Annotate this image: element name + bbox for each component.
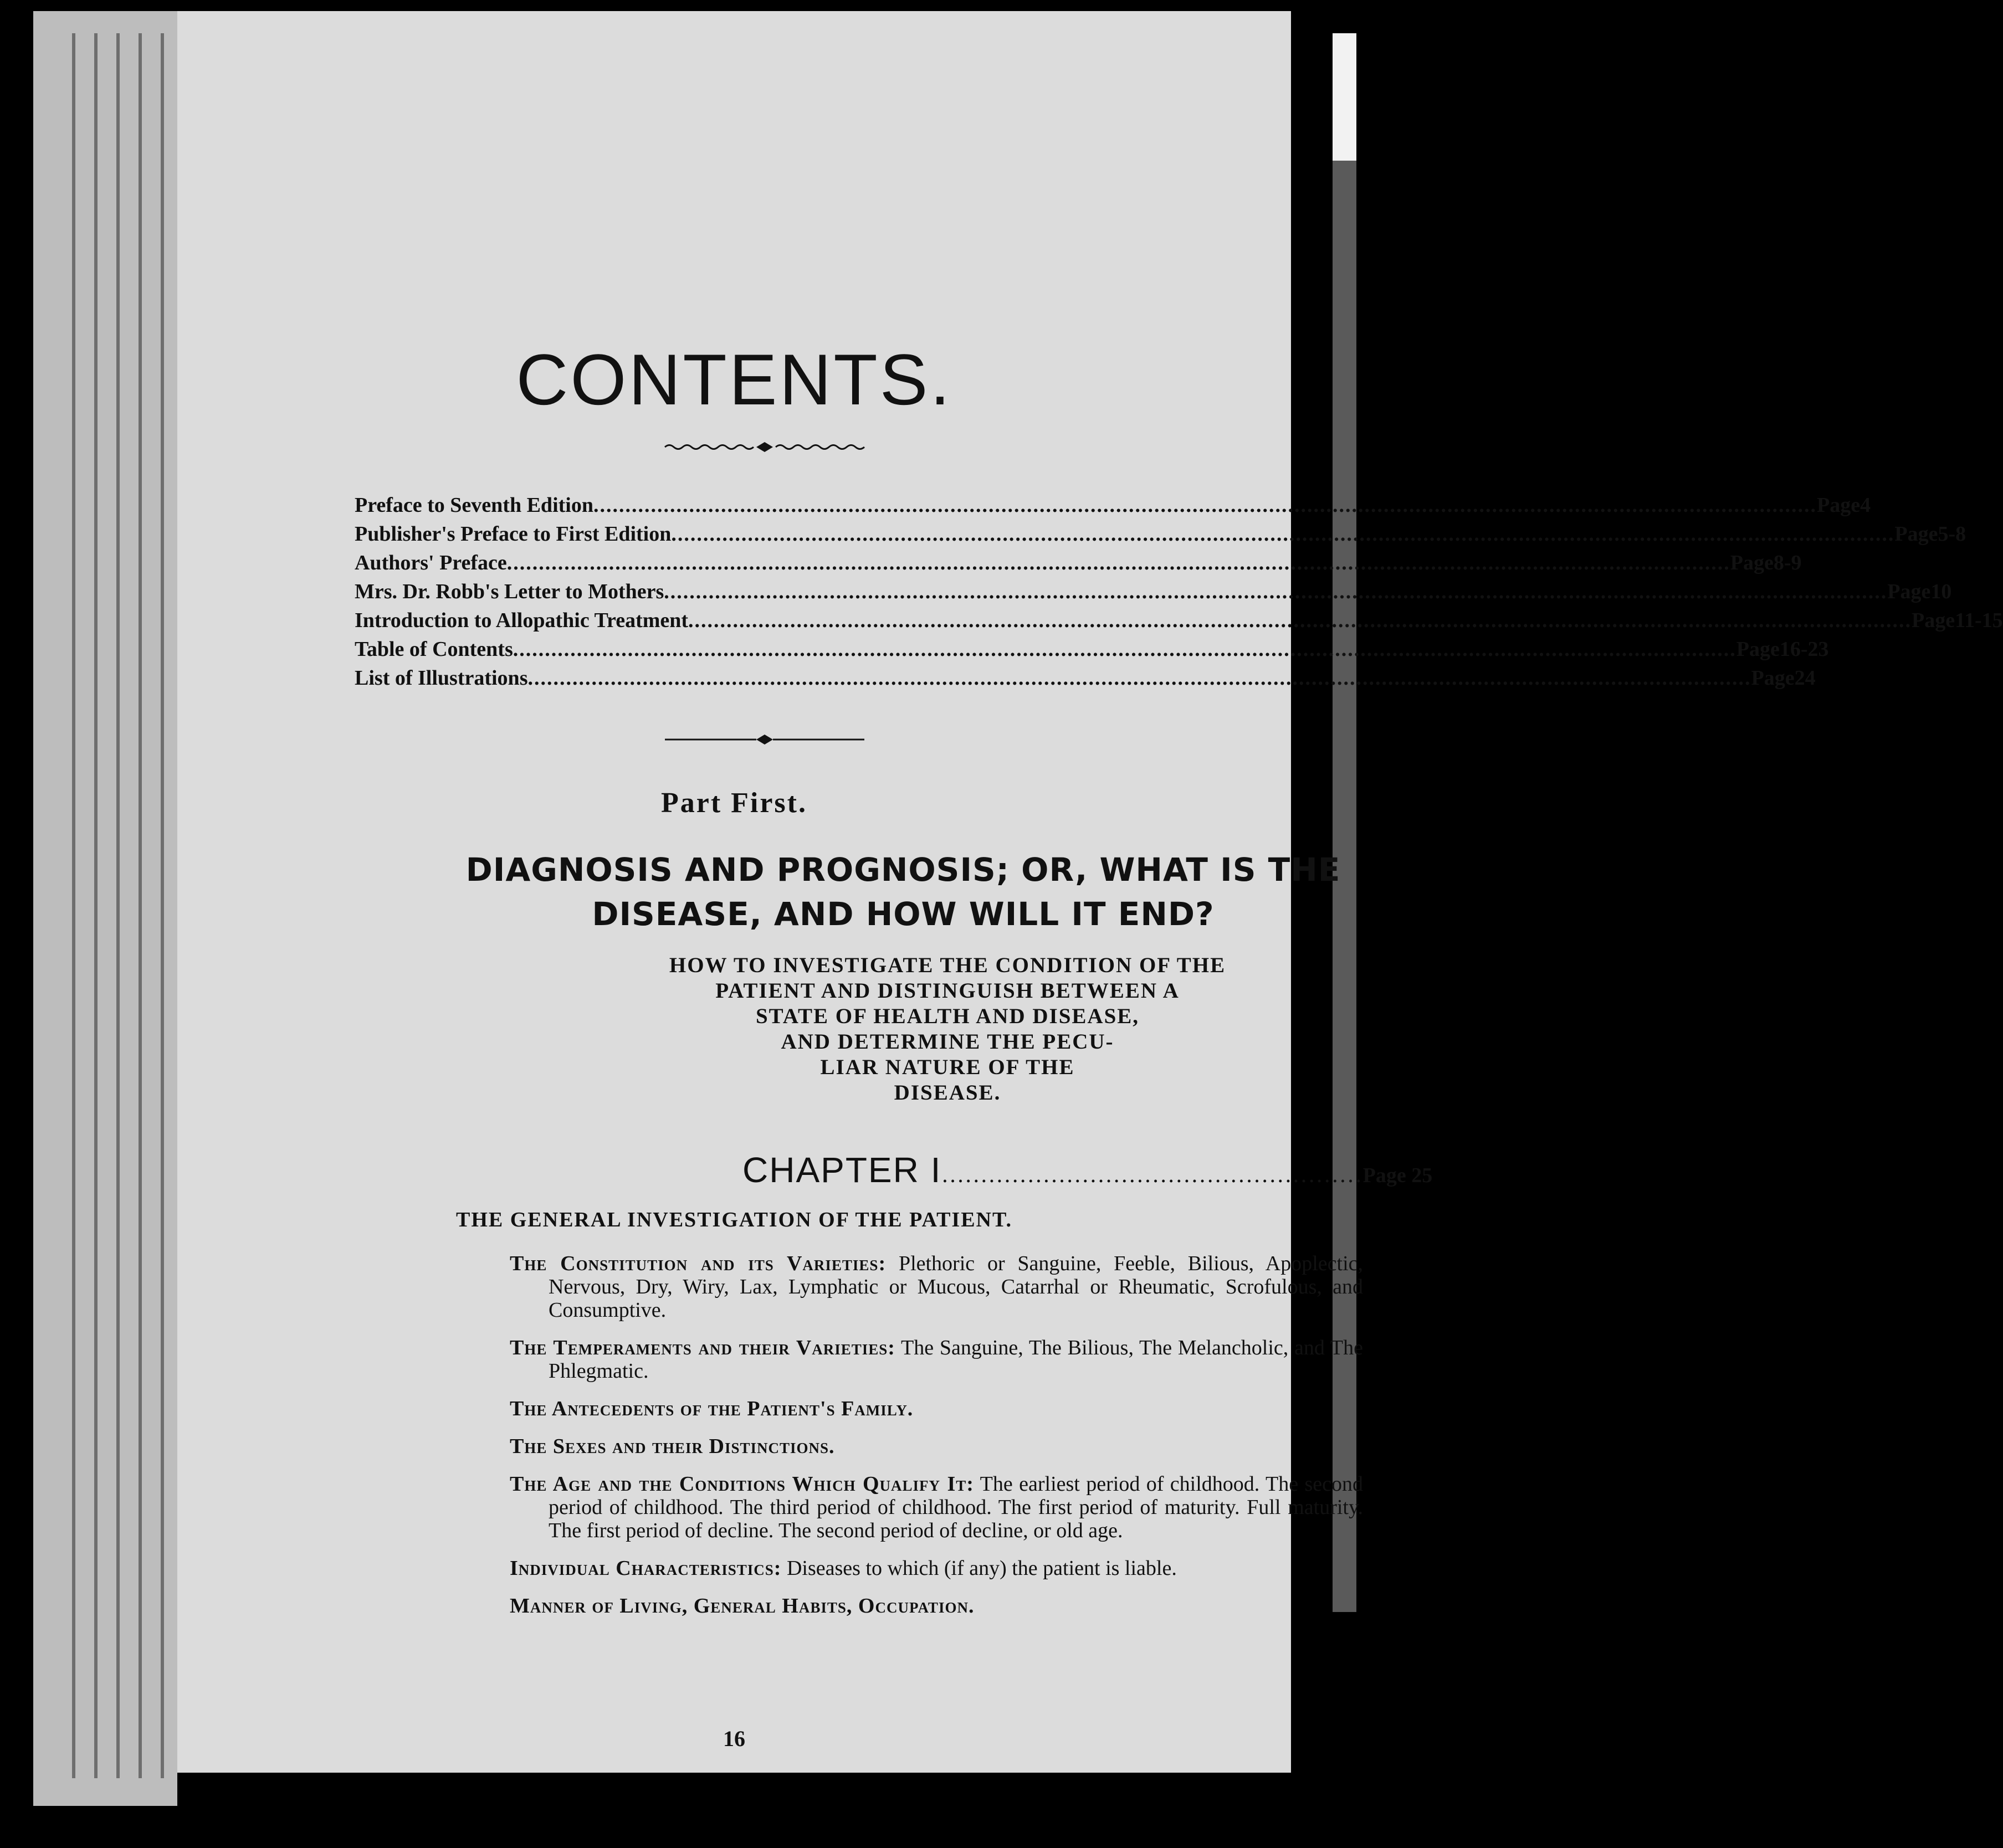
entry-page-number: 16-23: [1779, 638, 1829, 661]
topic-head: The Sexes and their Distinctions.: [510, 1435, 835, 1458]
contents-entry[interactable]: [355, 551, 1802, 579]
leader-dots: [507, 551, 1730, 575]
topic-item: [510, 1397, 1363, 1420]
topic-item: [510, 1557, 1363, 1580]
entry-page-number: 11-15: [1955, 609, 2003, 632]
subtitle-line: HOW TO INVESTIGATE THE CONDITION OF THE: [669, 953, 1226, 977]
topic-head: The Temperaments and their Varieties:: [510, 1336, 895, 1359]
entry-page-label: Page: [1736, 638, 1780, 661]
page-edge-line: [116, 33, 120, 1778]
subtitle-line: STATE OF HEALTH AND DISEASE,: [755, 1004, 1140, 1028]
page-edge-line: [161, 33, 164, 1778]
topic-text: Diseases to which (if any) the patient is liable.: [786, 1557, 1177, 1580]
page-edge-line: [139, 33, 142, 1778]
page-edge-line: [94, 33, 98, 1778]
entry-title: Authors' Preface: [355, 551, 507, 574]
chapter-entry[interactable]: [742, 1149, 1433, 1190]
entry-title: Preface to Seventh Edition: [355, 494, 593, 517]
contents-entry[interactable]: [355, 666, 1816, 695]
subtitle-line: AND DETERMINE THE PECU-: [781, 1030, 1114, 1054]
entry-page-label: Page: [1730, 551, 1774, 574]
topic-head: The Antecedents of the Patient's Family.: [510, 1397, 914, 1420]
part-heading: Part First.: [660, 787, 807, 819]
part-title: [421, 848, 1385, 936]
contents-entry[interactable]: [355, 637, 1829, 666]
topic-head: Individual Characteristics:: [510, 1557, 782, 1580]
entry-page-number: 8-9: [1773, 551, 1802, 574]
subtitle-line: DISEASE.: [894, 1081, 1001, 1105]
leader-dots: [664, 579, 1887, 604]
topic-head: The Age and the Conditions Which Qualify It:: [510, 1472, 974, 1496]
subtitle-line: LIAR NATURE OF THE: [820, 1055, 1075, 1079]
page-edge-line: [72, 33, 75, 1778]
entry-page-number: 10: [1930, 580, 1952, 603]
entry-page-label: Page: [1887, 580, 1931, 603]
entry-title: Mrs. Dr. Robb's Letter to Mothers: [355, 580, 664, 603]
topic-head: The Constitution and its Varieties:: [510, 1252, 887, 1275]
entry-page-number: 4: [1860, 494, 1871, 517]
topic-head: Manner of Living, General Habits, Occupation.: [510, 1594, 975, 1618]
ornament-divider: [665, 439, 864, 455]
part-title-line: DISEASE, AND HOW WILL IT END?: [592, 895, 1215, 933]
contents-list: [355, 493, 2003, 695]
entry-page-number: 24: [1794, 666, 1816, 690]
entry-title: Publisher's Preface to First Edition: [355, 522, 672, 546]
contents-entry[interactable]: [355, 522, 1966, 551]
chapter-label: CHAPTER I: [742, 1150, 942, 1190]
page-number: 16: [723, 1726, 745, 1751]
topic-text: The earliest period of childhood. The second period of childhood. The third period of childhood. The first period of maturity. Full maturity. The first period of decline. The second period of decline, or old age.: [549, 1472, 1364, 1542]
leader-dots: [941, 1163, 1362, 1187]
contents-entry[interactable]: [355, 608, 2003, 637]
topic-item: [510, 1252, 1363, 1322]
topic-list: [510, 1252, 1363, 1632]
leader-dots: [527, 666, 1751, 690]
leader-dots: [671, 522, 1894, 546]
page-stack-edges: [33, 11, 177, 1806]
entry-title: Table of Contents: [355, 638, 513, 661]
book-page: [177, 11, 2003, 1773]
topic-item: [510, 1594, 1363, 1618]
chapter-subtitle: THE GENERAL INVESTIGATION OF THE PATIENT.: [455, 1208, 1013, 1231]
facing-page-top: [1333, 33, 1356, 161]
topic-text: The Sanguine, The Bilious, The Melancholic, and The Phlegmatic.: [549, 1336, 1363, 1383]
contents-title: CONTENTS.: [516, 339, 952, 420]
chapter-page: Page 25: [1362, 1164, 1433, 1187]
entry-page-label: Page: [1894, 522, 1938, 546]
leader-dots: [513, 637, 1736, 661]
part-title-line: DIAGNOSIS AND PROGNOSIS; OR, WHAT IS THE: [465, 851, 1341, 889]
entry-page-number: 5-8: [1938, 522, 1966, 546]
page-content: [177, 11, 2003, 1773]
topic-item: [510, 1435, 1363, 1458]
leader-dots: [688, 608, 1912, 633]
contents-entry[interactable]: [355, 493, 1871, 522]
ornament-divider: [665, 731, 864, 748]
entry-title: Introduction to Allopathic Treatment: [355, 609, 689, 632]
contents-entry[interactable]: [355, 579, 1952, 608]
part-subtitle: [587, 953, 1308, 1106]
entry-title: List of Illustrations: [355, 666, 528, 690]
entry-page-label: Page: [1912, 609, 1955, 632]
topic-text: Plethoric or Sanguine, Feeble, Bilious, Apoplectic, Nervous, Dry, Wiry, Lax, Lymphatic or Mucous, Catarrhal or Rheumatic, Scrofulous, and Consumptive.: [549, 1252, 1363, 1322]
entry-page-label: Page: [1751, 666, 1795, 690]
topic-item: [510, 1472, 1363, 1542]
topic-item: [510, 1336, 1363, 1383]
leader-dots: [593, 493, 1817, 517]
entry-page-label: Page: [1816, 494, 1861, 517]
subtitle-line: PATIENT AND DISTINGUISH BETWEEN A: [715, 979, 1180, 1003]
